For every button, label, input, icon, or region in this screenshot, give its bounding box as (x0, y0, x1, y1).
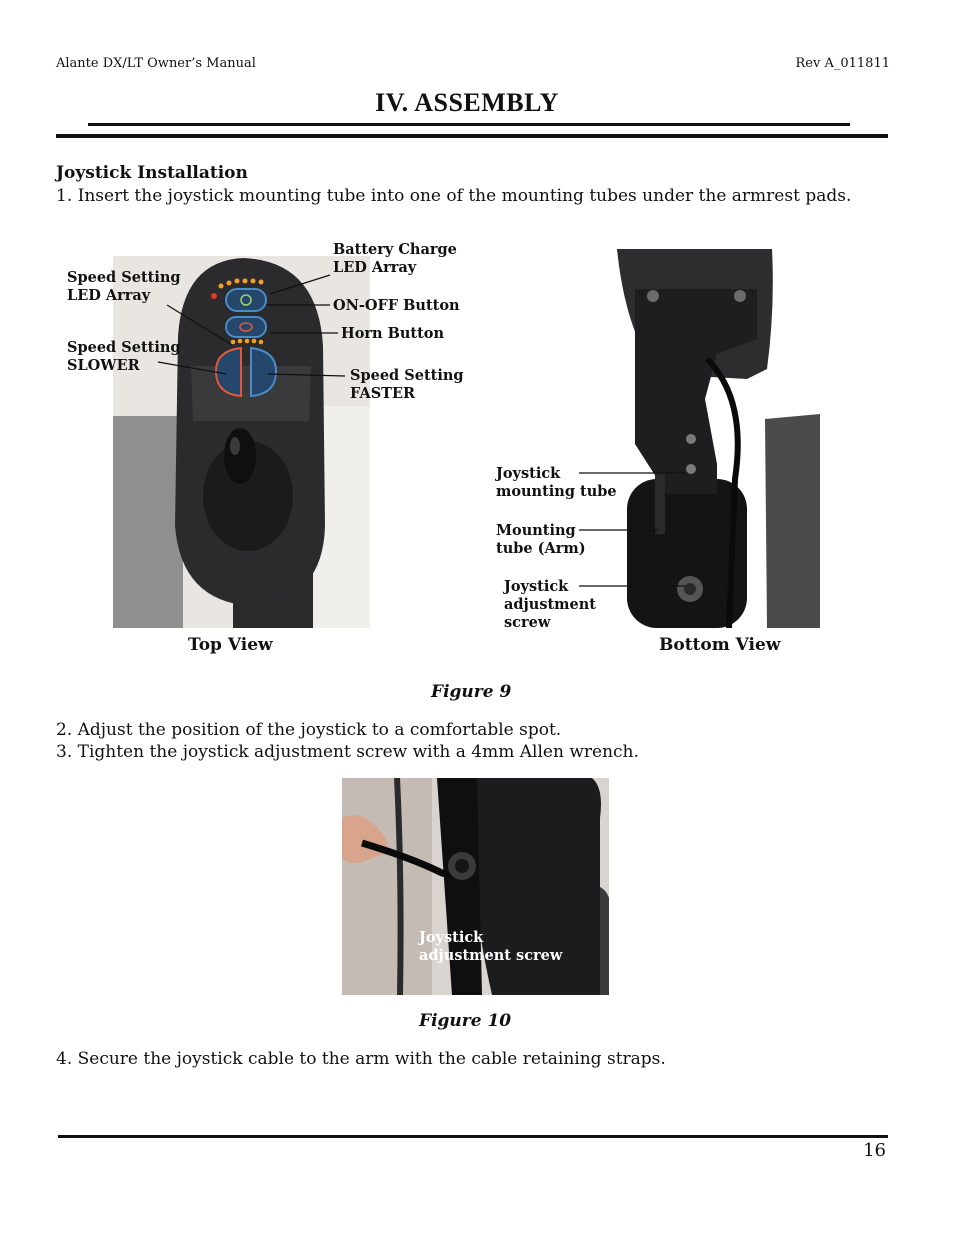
label-mount-line2: mounting tube (496, 483, 617, 500)
top-view-caption: Top View (188, 635, 273, 655)
label-fig10-line2: adjustment screw (419, 947, 563, 964)
running-header-left: Alante DX/LT Owner’s Manual (56, 56, 256, 71)
label-screw-line3: screw (504, 614, 551, 631)
step-1-text: 1. Insert the joystick mounting tube into one of the mounting tubes under the armrest pads. (56, 186, 852, 206)
running-header-right: Rev A_011811 (795, 56, 890, 71)
label-arm-line2: tube (Arm) (496, 540, 586, 557)
figure-9-caption: Figure 9 (431, 682, 512, 702)
page-number: 16 (863, 1140, 886, 1161)
label-figure10-adjustment-screw (419, 929, 562, 965)
footer-rule (58, 1135, 888, 1138)
figure-10-caption: Figure 10 (419, 1011, 512, 1031)
label-speed-led-line1: Speed Setting (67, 269, 181, 286)
step-4-text: 4. Secure the joystick cable to the arm with the cable retaining straps. (56, 1049, 666, 1069)
label-mount-line1: Joystick (496, 465, 561, 482)
label-on-off-button: ON-OFF Button (333, 297, 460, 314)
label-slower-line1: Speed Setting (67, 339, 181, 356)
label-battery-line1: Battery Charge (333, 241, 457, 258)
label-fig10-line1: Joystick (419, 929, 484, 946)
step-2-text: 2. Adjust the position of the joystick to a comfortable spot. (56, 720, 562, 740)
bottom-view-caption: Bottom View (659, 635, 781, 655)
label-screw-line1: Joystick (504, 578, 569, 595)
label-arm-line1: Mounting (496, 522, 576, 539)
label-faster-line1: Speed Setting (350, 367, 464, 384)
label-battery-line2: LED Array (333, 259, 417, 276)
label-speed-led-line2: LED Array (67, 287, 151, 304)
label-horn-button: Horn Button (341, 325, 445, 342)
label-screw-line2: adjustment (504, 596, 596, 613)
page-title: IV. ASSEMBLY (375, 88, 559, 117)
label-faster-line2: FASTER (350, 385, 416, 402)
step-3-text: 3. Tighten the joystick adjustment screw with a 4mm Allen wrench. (56, 742, 639, 762)
section-heading: Joystick Installation (56, 163, 248, 183)
label-slower-line2: SLOWER (67, 357, 140, 374)
